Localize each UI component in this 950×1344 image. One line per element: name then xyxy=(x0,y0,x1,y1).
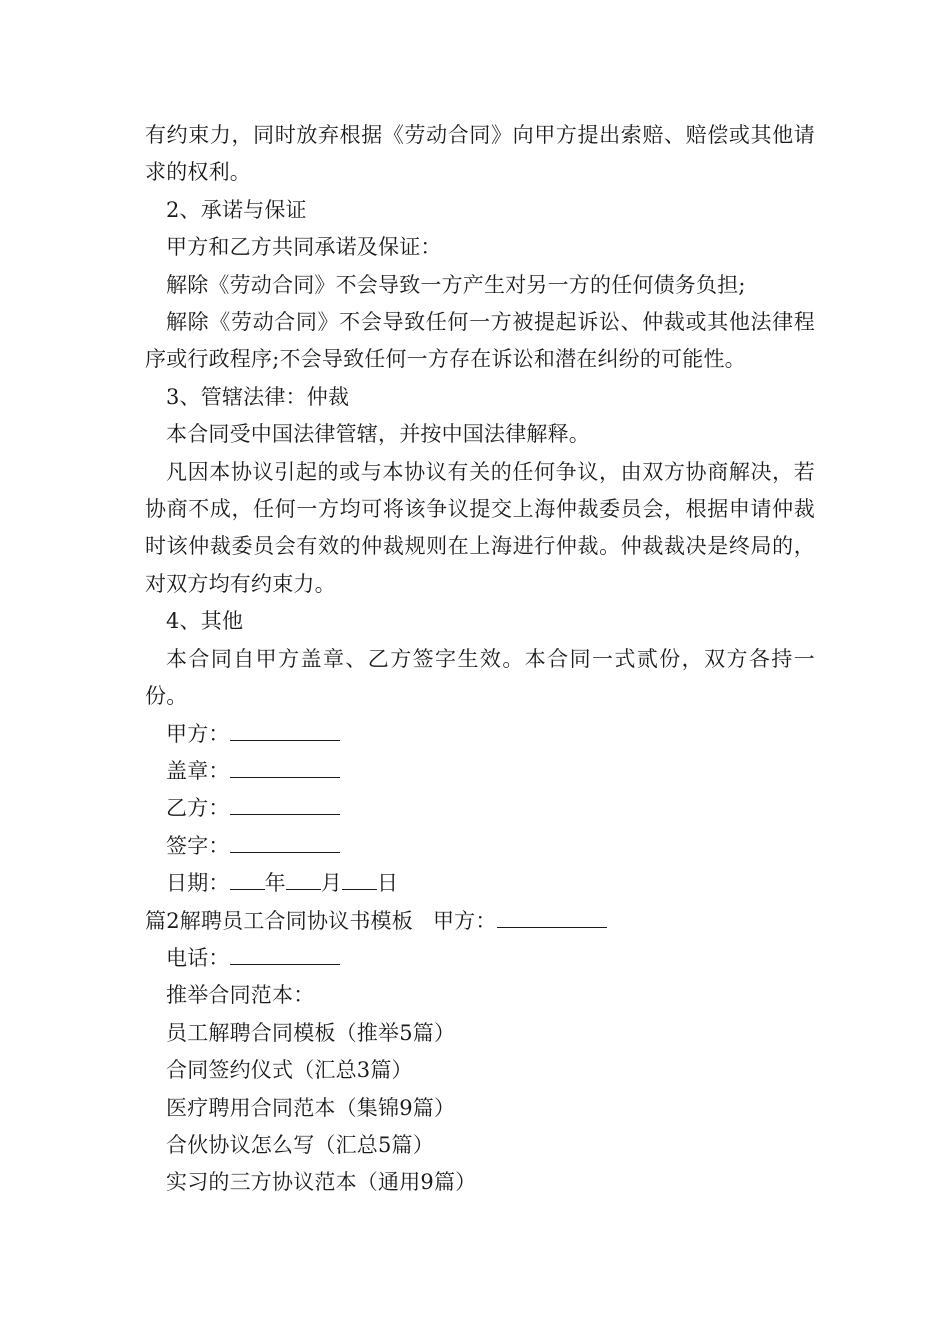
seal-blank xyxy=(230,753,340,778)
document-body xyxy=(145,117,815,1202)
party-b-blank xyxy=(230,790,340,815)
day-blank xyxy=(342,865,377,890)
paragraph-effective: 本合同自甲方盖章、乙方签字生效。本合同一式贰份，双方各持一份。 xyxy=(145,646,815,709)
heading-commitment: 2、承诺与保证 xyxy=(166,197,307,222)
signature-line-date xyxy=(145,865,815,902)
date-label: 日期： xyxy=(166,871,230,896)
signature-line-sign xyxy=(145,828,815,865)
section2-party-a-label: 甲方： xyxy=(432,908,497,933)
seal-label: 盖章： xyxy=(166,758,230,783)
month-blank xyxy=(286,865,321,890)
section2-party-a-blank xyxy=(497,903,607,928)
month-label: 月 xyxy=(320,871,343,896)
section2-heading-line xyxy=(145,903,815,940)
signature-line-party-b xyxy=(145,790,815,827)
paragraph-arbitration: 凡因本协议引起的或与本协议有关的任何争议，由双方协商解决，若协商不成，任何一方均可将该争议提交上海仲裁委员会，根据申请仲裁时该仲裁委员会有效的仲裁规则在上海进行仲裁。仲裁裁决是终局的，对双方均有约束力。 xyxy=(145,459,815,596)
paragraph-no-debt: 解除《劳动合同》不会导致一方产生对另一方的任何债务负担; xyxy=(166,272,746,297)
paragraph-no-litigation: 解除《劳动合同》不会导致任何一方被提起诉讼、仲裁或其他法律程序或行政程序;不会导致任何一方存在诉讼和潜在纠纷的可能性。 xyxy=(145,310,815,372)
sign-label: 签字： xyxy=(166,833,230,858)
section2-phone-line xyxy=(145,940,815,977)
heading-other: 4、其他 xyxy=(166,609,244,634)
party-a-label: 甲方： xyxy=(166,721,230,746)
signature-line-seal xyxy=(145,753,815,790)
paragraph-governing-law: 本合同受中国法律管辖，并按中国法律解释。 xyxy=(166,422,590,447)
party-a-blank xyxy=(230,716,340,741)
signature-line-party-a xyxy=(145,716,815,753)
heading-governing-law: 3、管辖法律：仲裁 xyxy=(166,384,350,409)
recommend-link-5[interactable]: 实习的三方协议范本（通用9篇） xyxy=(166,1170,477,1195)
day-label: 日 xyxy=(377,871,399,896)
phone-blank xyxy=(230,940,340,965)
recommend-link-4[interactable]: 合伙协议怎么写（汇总5篇） xyxy=(166,1132,434,1157)
paragraph-continuation: 有约束力，同时放弃根据《劳动合同》向甲方提出索赔、赔偿或其他请求的权利。 xyxy=(145,123,815,185)
party-b-label: 乙方： xyxy=(166,796,230,821)
recommend-link-3[interactable]: 医疗聘用合同范本（集锦9篇） xyxy=(166,1095,456,1120)
phone-label: 电话： xyxy=(166,945,230,970)
recommend-title: 推举合同范本： xyxy=(166,983,315,1008)
section2-heading: 篇2解聘员工合同协议书模板 xyxy=(145,908,413,933)
sign-blank xyxy=(230,828,340,853)
year-blank xyxy=(230,865,265,890)
recommend-link-1[interactable]: 员工解聘合同模板（推举5篇） xyxy=(166,1020,456,1045)
recommend-link-2[interactable]: 合同签约仪式（汇总3篇） xyxy=(166,1058,413,1083)
year-label: 年 xyxy=(264,871,286,896)
paragraph-commitment-intro: 甲方和乙方共同承诺及保证： xyxy=(166,235,442,260)
